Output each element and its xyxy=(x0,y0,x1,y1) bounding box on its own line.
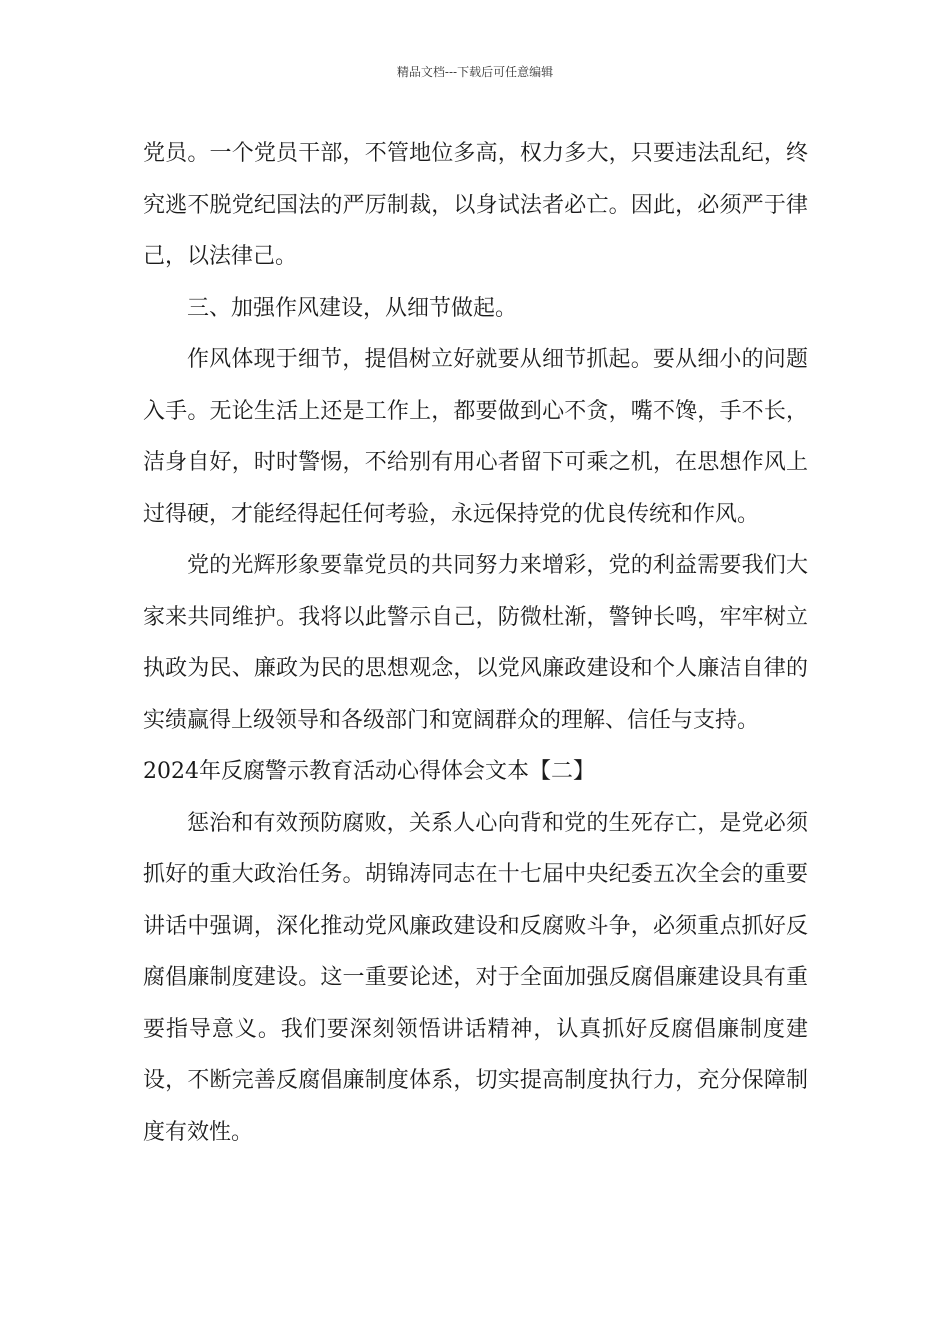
document-body xyxy=(143,128,808,1158)
paragraph-anti-corruption: 惩治和有效预防腐败，关系人心向背和党的生死存亡，是党必须抓好的重大政治任务。胡锦涛同志在十七届中央纪委五次全会的重要讲话中强调，深化推动党风廉政建设和反腐败斗争，必须重点抓好反腐倡廉制度建设。这一重要论述，对于全面加强反腐倡廉建设具有重要指导意义。我们要深刻领悟讲话精神，认真抓好反腐倡廉制度建设，不断完善反腐倡廉制度体系，切实提高制度执行力，充分保障制度有效性。 xyxy=(143,810,808,1145)
page-header: 精品文档---下载后可任意编辑 xyxy=(396,65,554,79)
paragraph-style-details: 作风体现于细节，提倡树立好就要从细节抓起。要从细小的问题入手。无论生活上还是工作上，都要做到心不贪，嘴不馋，手不长，洁身自好，时时警惕，不给别有用心者留下可乘之机，在思想作风上过得硬，才能经得起任何考验，永远保持党的优良传统和作风。 xyxy=(143,347,808,527)
paragraph-party-image: 党的光辉形象要靠党员的共同努力来增彩，党的利益需要我们大家来共同维护。我将以此警示自己，防微杜渐，警钟长鸣，牢牢树立执政为民、廉政为民的思想观念，以党风廉政建设和个人廉洁自律的实绩赢得上级领导和各级部门和宽阔群众的理解、信任与支持。 xyxy=(143,553,808,733)
section-title: 2024年反腐警示教育活动心得体会文本【二】 xyxy=(143,759,595,784)
paragraph-heading-three: 三、加强作风建设，从细节做起。 xyxy=(187,295,518,321)
paragraph-continuation: 党员。一个党员干部，不管地位多高，权力多大，只要违法乱纪，终究逃不脱党纪国法的严厉制裁，以身试法者必亡。因此，必须严于律己，以法律己。 xyxy=(143,141,808,269)
